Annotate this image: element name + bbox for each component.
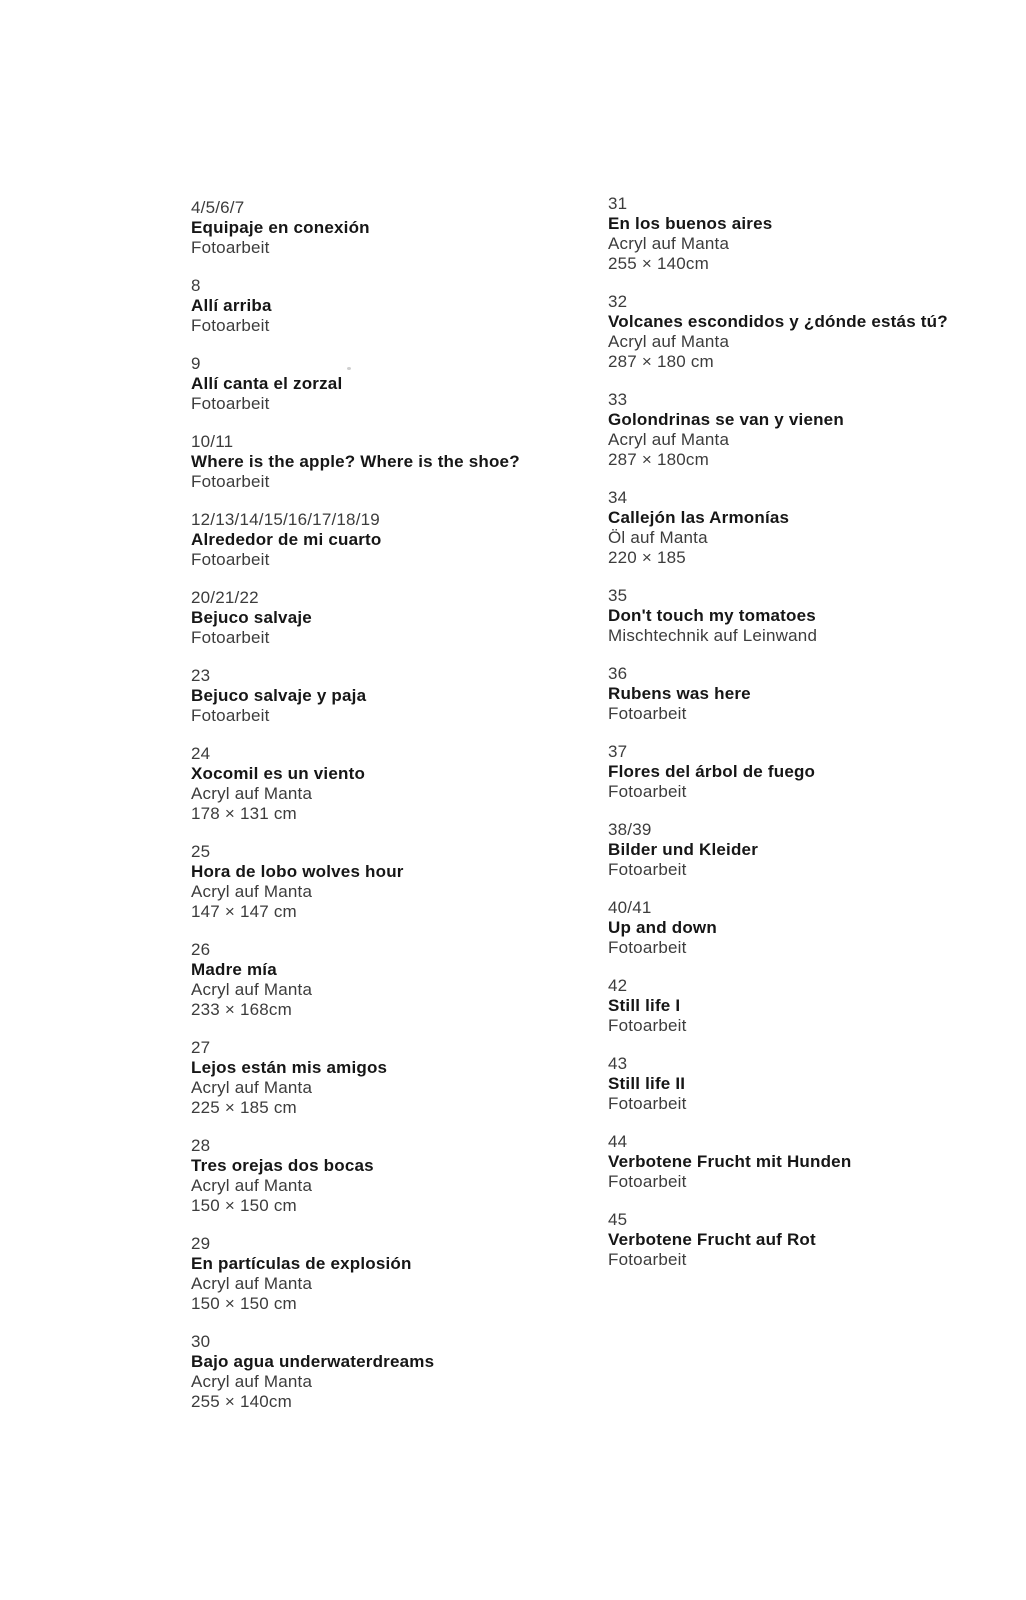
entry-medium: Fotoarbeit [191,472,270,491]
entry-number: 37 [608,742,628,761]
entry-dimensions: 178 × 131 cm [191,804,297,823]
catalog-column-left [191,198,591,1430]
entry-number: 30 [191,1332,211,1351]
entry-number: 32 [608,292,628,311]
catalog-entry [608,1054,1026,1114]
entry-medium: Acryl auf Manta [608,332,730,351]
entry-number: 38/39 [608,820,652,839]
entry-dimensions: 225 × 185 cm [191,1098,297,1117]
entry-number: 23 [191,666,211,685]
entry-medium: Acryl auf Manta [191,980,313,999]
entry-number: 10/11 [191,432,234,451]
entry-number: 28 [191,1136,211,1155]
entry-medium: Fotoarbeit [608,1094,687,1113]
entry-dimensions: 150 × 150 cm [191,1294,297,1313]
entry-title: En partículas de explosión [191,1254,412,1273]
entry-title: Madre mía [191,960,277,979]
entry-title: En los buenos aires [608,214,773,233]
catalog-entry [608,976,1026,1036]
entry-dimensions: 220 × 185 [608,548,686,567]
entry-medium: Fotoarbeit [191,394,270,413]
entry-title: Volcanes escondidos y ¿dónde estás tú? [608,312,948,331]
entry-medium: Fotoarbeit [191,706,270,725]
catalog-column-right [608,194,1026,1288]
entry-medium: Fotoarbeit [608,1172,687,1191]
entry-number: 24 [191,744,211,763]
catalog-entry [191,1038,591,1118]
entry-number: 35 [608,586,628,605]
entry-medium: Fotoarbeit [191,628,270,647]
entry-number: 12/13/14/15/16/17/18/19 [191,510,380,529]
catalog-entry [191,588,591,648]
entry-medium: Acryl auf Manta [191,1078,313,1097]
entry-number: 25 [191,842,211,861]
entry-medium: Acryl auf Manta [191,1372,313,1391]
entry-medium: Acryl auf Manta [191,882,313,901]
catalog-entry [608,664,1026,724]
entry-medium: Fotoarbeit [608,860,687,879]
catalog-entry [191,842,591,922]
catalog-entry [191,1234,591,1314]
entry-title: Equipaje en conexión [191,218,370,237]
entry-number: 44 [608,1132,628,1151]
entry-medium: Mischtechnik auf Leinwand [608,626,818,645]
entry-medium: Fotoarbeit [191,238,270,257]
entry-medium: Acryl auf Manta [608,430,730,449]
entry-medium: Fotoarbeit [608,704,687,723]
entry-title: Allí canta el zorzal [191,374,343,393]
catalog-entry [608,488,1026,568]
entry-number: 36 [608,664,628,683]
entry-medium: Acryl auf Manta [608,234,730,253]
entry-title: Hora de lobo wolves hour [191,862,404,881]
catalog-entry [608,898,1026,958]
entry-title: Golondrinas se van y vienen [608,410,844,429]
entry-number: 43 [608,1054,628,1073]
entry-number: 27 [191,1038,211,1057]
entry-title: Callejón las Armonías [608,508,790,527]
entry-number: 8 [191,276,201,295]
entry-number: 42 [608,976,628,995]
entry-dimensions: 147 × 147 cm [191,902,297,921]
catalog-entry [191,198,591,258]
entry-number: 20/21/22 [191,588,259,607]
catalog-entry [608,1132,1026,1192]
entry-dimensions: 233 × 168cm [191,1000,292,1019]
entry-title: Alrededor de mi cuarto [191,530,382,549]
catalog-entry [608,586,1026,646]
entry-medium: Acryl auf Manta [191,1176,313,1195]
catalog-entry [191,354,591,414]
entry-title: Allí arriba [191,296,272,315]
entry-dimensions: 150 × 150 cm [191,1196,297,1215]
entry-title: Bejuco salvaje y paja [191,686,367,705]
entry-number: 26 [191,940,211,959]
catalog-entry [608,820,1026,880]
catalog-entry [191,1136,591,1216]
entry-number: 45 [608,1210,628,1229]
entry-title: Bilder und Kleider [608,840,759,859]
entry-title: Where is the apple? Where is the shoe? [191,452,520,471]
entry-title: Still life I [608,996,681,1015]
entry-title: Flores del árbol de fuego [608,762,816,781]
entry-medium: Fotoarbeit [608,1016,687,1035]
entry-medium: Fotoarbeit [191,550,270,569]
entry-title: Xocomil es un viento [191,764,366,783]
entry-medium: Fotoarbeit [608,1250,687,1269]
entry-title: Bajo agua underwaterdreams [191,1352,435,1371]
entry-title: Bejuco salvaje [191,608,312,627]
entry-medium: Acryl auf Manta [191,784,313,803]
entry-number: 9 [191,354,201,373]
entry-title: Rubens was here [608,684,751,703]
entry-number: 33 [608,390,628,409]
entry-medium: Acryl auf Manta [191,1274,313,1293]
catalog-entry [191,1332,591,1412]
entry-number: 4/5/6/7 [191,198,245,217]
entry-dimensions: 255 × 140cm [608,254,709,273]
entry-dimensions: 287 × 180cm [608,450,709,469]
catalog-entry [191,940,591,1020]
entry-title: Verbotene Frucht mit Hunden [608,1152,852,1171]
catalog-entry [191,744,591,824]
entry-title: Verbotene Frucht auf Rot [608,1230,816,1249]
catalog-entry [191,666,591,726]
catalog-entry [191,432,591,492]
entry-medium: Öl auf Manta [608,528,708,547]
entry-title: Don't touch my tomatoes [608,606,816,625]
entry-number: 31 [608,194,628,213]
entry-title: Lejos están mis amigos [191,1058,388,1077]
entry-title: Still life II [608,1074,686,1093]
entry-number: 34 [608,488,628,507]
entry-title: Tres orejas dos bocas [191,1156,374,1175]
entry-number: 29 [191,1234,211,1253]
catalog-entry [191,276,591,336]
entry-medium: Fotoarbeit [608,782,687,801]
catalog-entry [608,1210,1026,1270]
catalog-entry [608,194,1026,274]
entry-dimensions: 255 × 140cm [191,1392,292,1411]
entry-number: 40/41 [608,898,652,917]
catalog-entry [608,742,1026,802]
catalog-entry [608,292,1026,372]
entry-title: Up and down [608,918,717,937]
entry-medium: Fotoarbeit [608,938,687,957]
entry-medium: Fotoarbeit [191,316,270,335]
catalog-entry [608,390,1026,470]
catalog-entry [191,510,591,570]
entry-dimensions: 287 × 180 cm [608,352,714,371]
